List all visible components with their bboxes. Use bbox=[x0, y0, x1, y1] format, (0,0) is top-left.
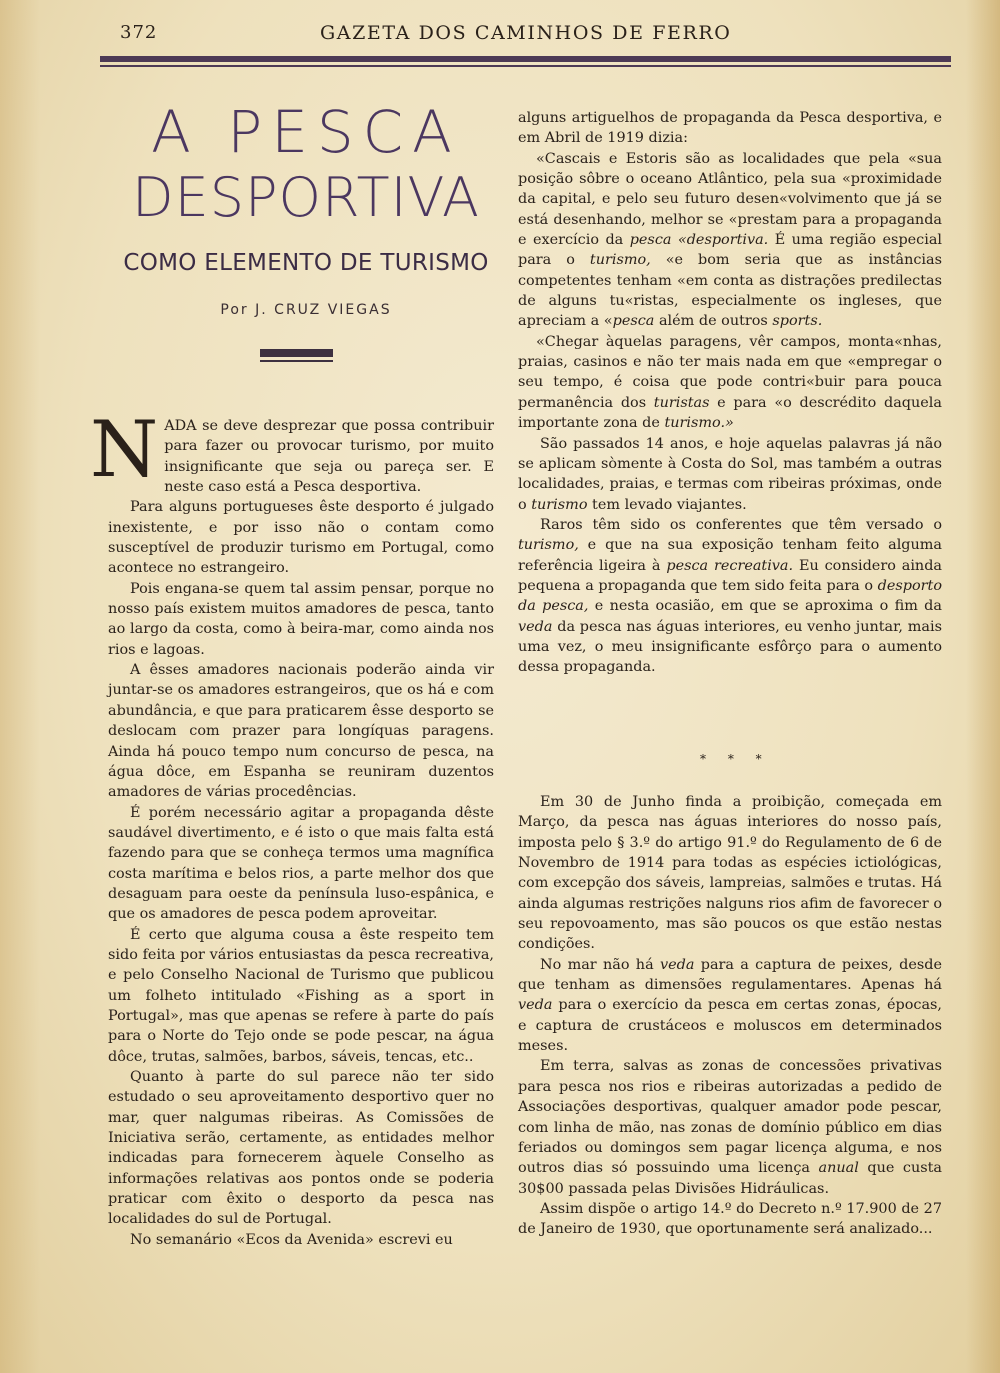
quote-paragraph: «Cascais e Estoris são as localidades que pela «sua posição sôbre o oceano Atlântico, pela sua «proximidade da capital, e pelo seu futuro desen«volvimento que já se está desenhando, melhor se «prestam para a propaganda e exercício da pesca «desportiva. É uma região especial para o turismo, «e bom seria que as instâncias competentes tenham «em conta as distrações predilectas de alguns tu«ristas, especialmente os ingleses, que apreciam a «pesca além de outros sports. bbox=[518, 150, 943, 330]
drop-cap: N bbox=[90, 405, 159, 495]
paragraph: Assim dispõe o artigo 14.º do Decreto n.º 17.900 de 27 de Janeiro de 1930, que oportunamente será analizado... bbox=[518, 1200, 942, 1238]
paragraph: Quanto à parte do sul parece não ter sido estudado o seu aproveitamento desportivo quer no mar, quer nalgumas ribeiras. As Comissões de Iniciativa serão, certamente, as entidades melhor indicadas para fornecerem àquele Conselho as informações relativas aos pontos onde se poderia praticar com êxito o desporto da pesca nas localidades do sul de Portugal. bbox=[108, 1069, 494, 1228]
lead-paragraph bbox=[90, 405, 494, 497]
paragraph: No semanário «Ecos da Avenida» escrevi eu bbox=[130, 1231, 453, 1248]
paragraph: A êsses amadores nacionais poderão ainda vir juntar-se os amadores estrangeiros, que os há e com abundância, e que para praticarem êsse desporto se deslocam com prazer para longíquas paragens. Ainda há pouco tempo num concurso de pesca, na água dôce, em Espanha se reuniram duzentos amadores de várias procedências. bbox=[108, 662, 494, 801]
paragraph: Para alguns portugueses êste desporto é julgado inexistente, e por isso não o contam como susceptível de produzir turismo em Portugal, como acontece no estrangeiro. bbox=[108, 499, 494, 577]
title-ornament-line bbox=[260, 360, 333, 362]
lead-text: ADA se deve desprezar que possa contribuir para fazer ou provocar turismo, por muito insignificante que seja ou pareça ser. E neste caso está a Pesca desportiva. bbox=[164, 418, 494, 496]
left-column bbox=[90, 405, 494, 1250]
article-byline: Por J. CRUZ VIEGAS bbox=[220, 302, 392, 318]
paragraph: No mar não há veda para a captura de peixes, desde que tenham as dimensões regulamentares. Apenas há veda para o exercício da pesca em certas zonas, épocas, e captura de crustáceos e moluscos em determinados meses. bbox=[518, 956, 942, 1055]
paragraph: alguns artiguelhos de propaganda da Pesca desportiva, e em Abril de 1919 dizia: bbox=[518, 110, 942, 147]
article-title-line-2: DESPORTIVA bbox=[132, 166, 480, 229]
page-number: 372 bbox=[120, 22, 158, 43]
page-shadow-right bbox=[966, 0, 1000, 1373]
article-title-line-1: A PESCA bbox=[151, 98, 461, 166]
page-shadow-left bbox=[0, 0, 40, 1373]
right-column-upper bbox=[518, 108, 942, 678]
article-subtitle: COMO ELEMENTO DE TURISMO bbox=[123, 250, 489, 276]
right-column-lower bbox=[518, 792, 942, 1240]
header-rule-thin bbox=[100, 65, 951, 67]
title-ornament-bar bbox=[260, 349, 333, 357]
paragraph: Em terra, salvas as zonas de concessões privativas para pesca nos rios e ribeiras autorizadas a pedido de Associações desportivas, qualquer amador pode pescar, com linha de mão, nas zonas de domínio público em dias feriados ou domingos sem pagar licença alguma, e nos outros dias só possuindo uma licença anual que custa 30$00 passada pelas Divisões Hidráulicas. bbox=[518, 1058, 942, 1197]
paragraph: Pois engana-se quem tal assim pensar, porque no nosso país existem muitos amadores de pesca, tanto ao largo da costa, como à beira-mar, como ainda nos rios e lagoas. bbox=[108, 580, 494, 658]
section-separator: * * * bbox=[700, 752, 771, 766]
paragraph: Em 30 de Junho finda a proibição, começada em Março, da pesca nas águas interiores do nosso país, imposta pelo § 3.º do artigo 91.º do Regulamento de 6 de Novembro de 1914 para todas as espécies ictiológicas, com excepção dos sáveis, lampreias, salmões e trutas. Há ainda algumas restrições nalguns rios afim de favorecer o seu repovoamento, mas são poucos os que estão nestas condições. bbox=[518, 794, 942, 953]
header-rule bbox=[100, 56, 951, 62]
paragraph: São passados 14 anos, e hoje aquelas palavras já não se aplicam sòmente à Costa do Sol, mas também a outras localidades, praias, e termas com ribeiras próximas, onde o turismo tem levado viajantes. bbox=[518, 435, 942, 513]
paragraph: Raros têm sido os conferentes que têm versado o turismo, e que na sua exposição tenham feito alguma referência ligeira à pesca recreativa. Eu considero ainda pequena a propaganda que tem sido feita para o desporto da pesca, e nesta ocasião, em que se aproxima o fim da veda da pesca nas águas interiores, eu venho juntar, mais uma vez, o meu insignificante esfôrço para o aumento dessa propaganda. bbox=[518, 516, 942, 676]
paragraph: É certo que alguma cousa a êste respeito tem sido feita por vários entusiastas da pesca recreativa, e pelo Conselho Nacional de Turismo que publicou um folheto intitulado «Fishing as a sport in Portugal», mas que apenas se refere à parte do país para o Norte do Tejo onde se pode pescar, na água dôce, trutas, salmões, barbos, sáveis, tencas, etc.. bbox=[108, 926, 494, 1065]
quote-paragraph: «Chegar àquelas paragens, vêr campos, monta«nhas, praias, casinos e não ter mais nada em que «empregar o seu tempo, é coisa que pode contri«buir para pouca permanência dos turistas e para «o descrédito daquela importante zona de turismo.» bbox=[518, 333, 942, 432]
paragraph: É porém necessário agitar a propaganda dêste saudável divertimento, e é isto o que mais falta está fazendo para que se conheça termos uma magnífica costa marítima e belos rios, a parte melhor dos que desaguam para oeste da península luso-espânica, e que os amadores de pesca podem aproveitar. bbox=[108, 804, 494, 923]
publication-title: GAZETA DOS CAMINHOS DE FERRO bbox=[320, 22, 732, 44]
